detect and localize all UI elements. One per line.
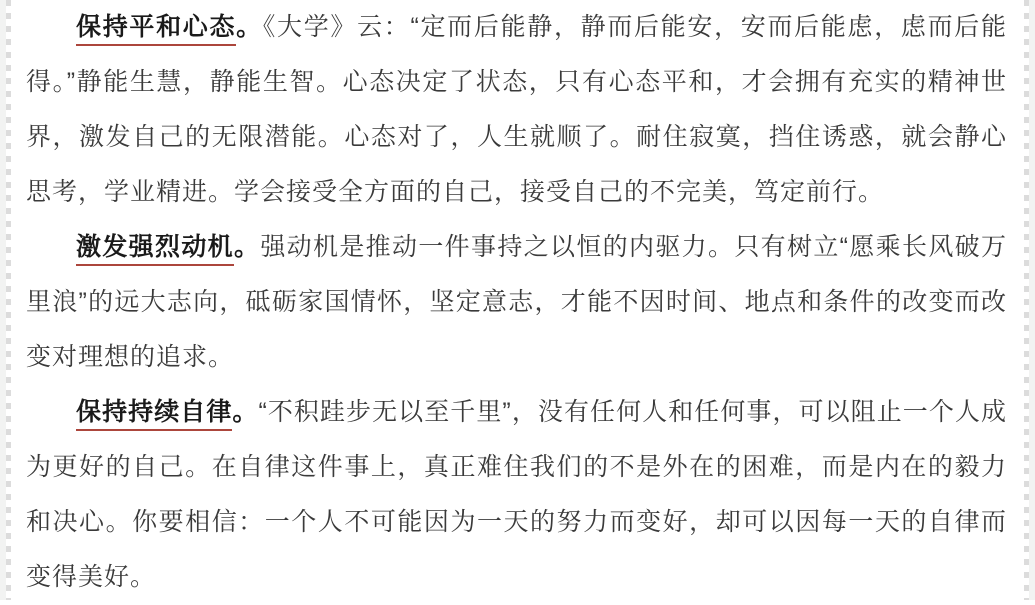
paragraph-motivation	[26, 220, 1007, 385]
page-gutter-right	[1029, 0, 1035, 600]
paragraph-lead-punct: 。	[234, 233, 261, 261]
document-content	[26, 0, 1007, 605]
paragraph-discipline	[26, 385, 1007, 605]
paragraph-body: “不积跬步无以至千里”，没有任何人和任何事，可以阻止一个人成为更好的自己。在自律这件事上，真正难住我们的不是外在的困难，而是内在的毅力和决心。你要相信：一个人不可能因为一天的努力而变好，却可以因每一天的自律而变得美好。	[26, 398, 1007, 591]
paragraph-lead-underlined: 保持持续自律	[76, 398, 232, 431]
text-boundary-right	[1024, 0, 1029, 600]
text-boundary-left	[6, 0, 11, 600]
paragraph-lead-underlined: 保持平和心态	[76, 13, 236, 46]
paragraph-mindset	[26, 0, 1007, 220]
paragraph-body: 强动机是推动一件事持之以恒的内驱力。只有树立“愿乘长风破万里浪”的远大志向，砥砺家国情怀，坚定意志，才能不因时间、地点和条件的改变而改变对理想的追求。	[26, 233, 1007, 371]
paragraph-lead-punct: 。	[232, 398, 259, 426]
paragraph-body: 《大学》云：“定而后能静，静而后能安，安而后能虑，虑而后能得。”静能生慧，静能生智。心态决定了状态，只有心态平和，才会拥有充实的精神世界，激发自己的无限潜能。心态对了，人生就顺了。耐住寂寞，挡住诱惑，就会静心思考，学业精进。学会接受全方面的自己，接受自己的不完美，笃定前行。	[26, 13, 1007, 206]
paragraph-lead-underlined: 激发强烈动机	[76, 233, 234, 266]
paragraph-lead-punct: 。	[236, 13, 263, 41]
